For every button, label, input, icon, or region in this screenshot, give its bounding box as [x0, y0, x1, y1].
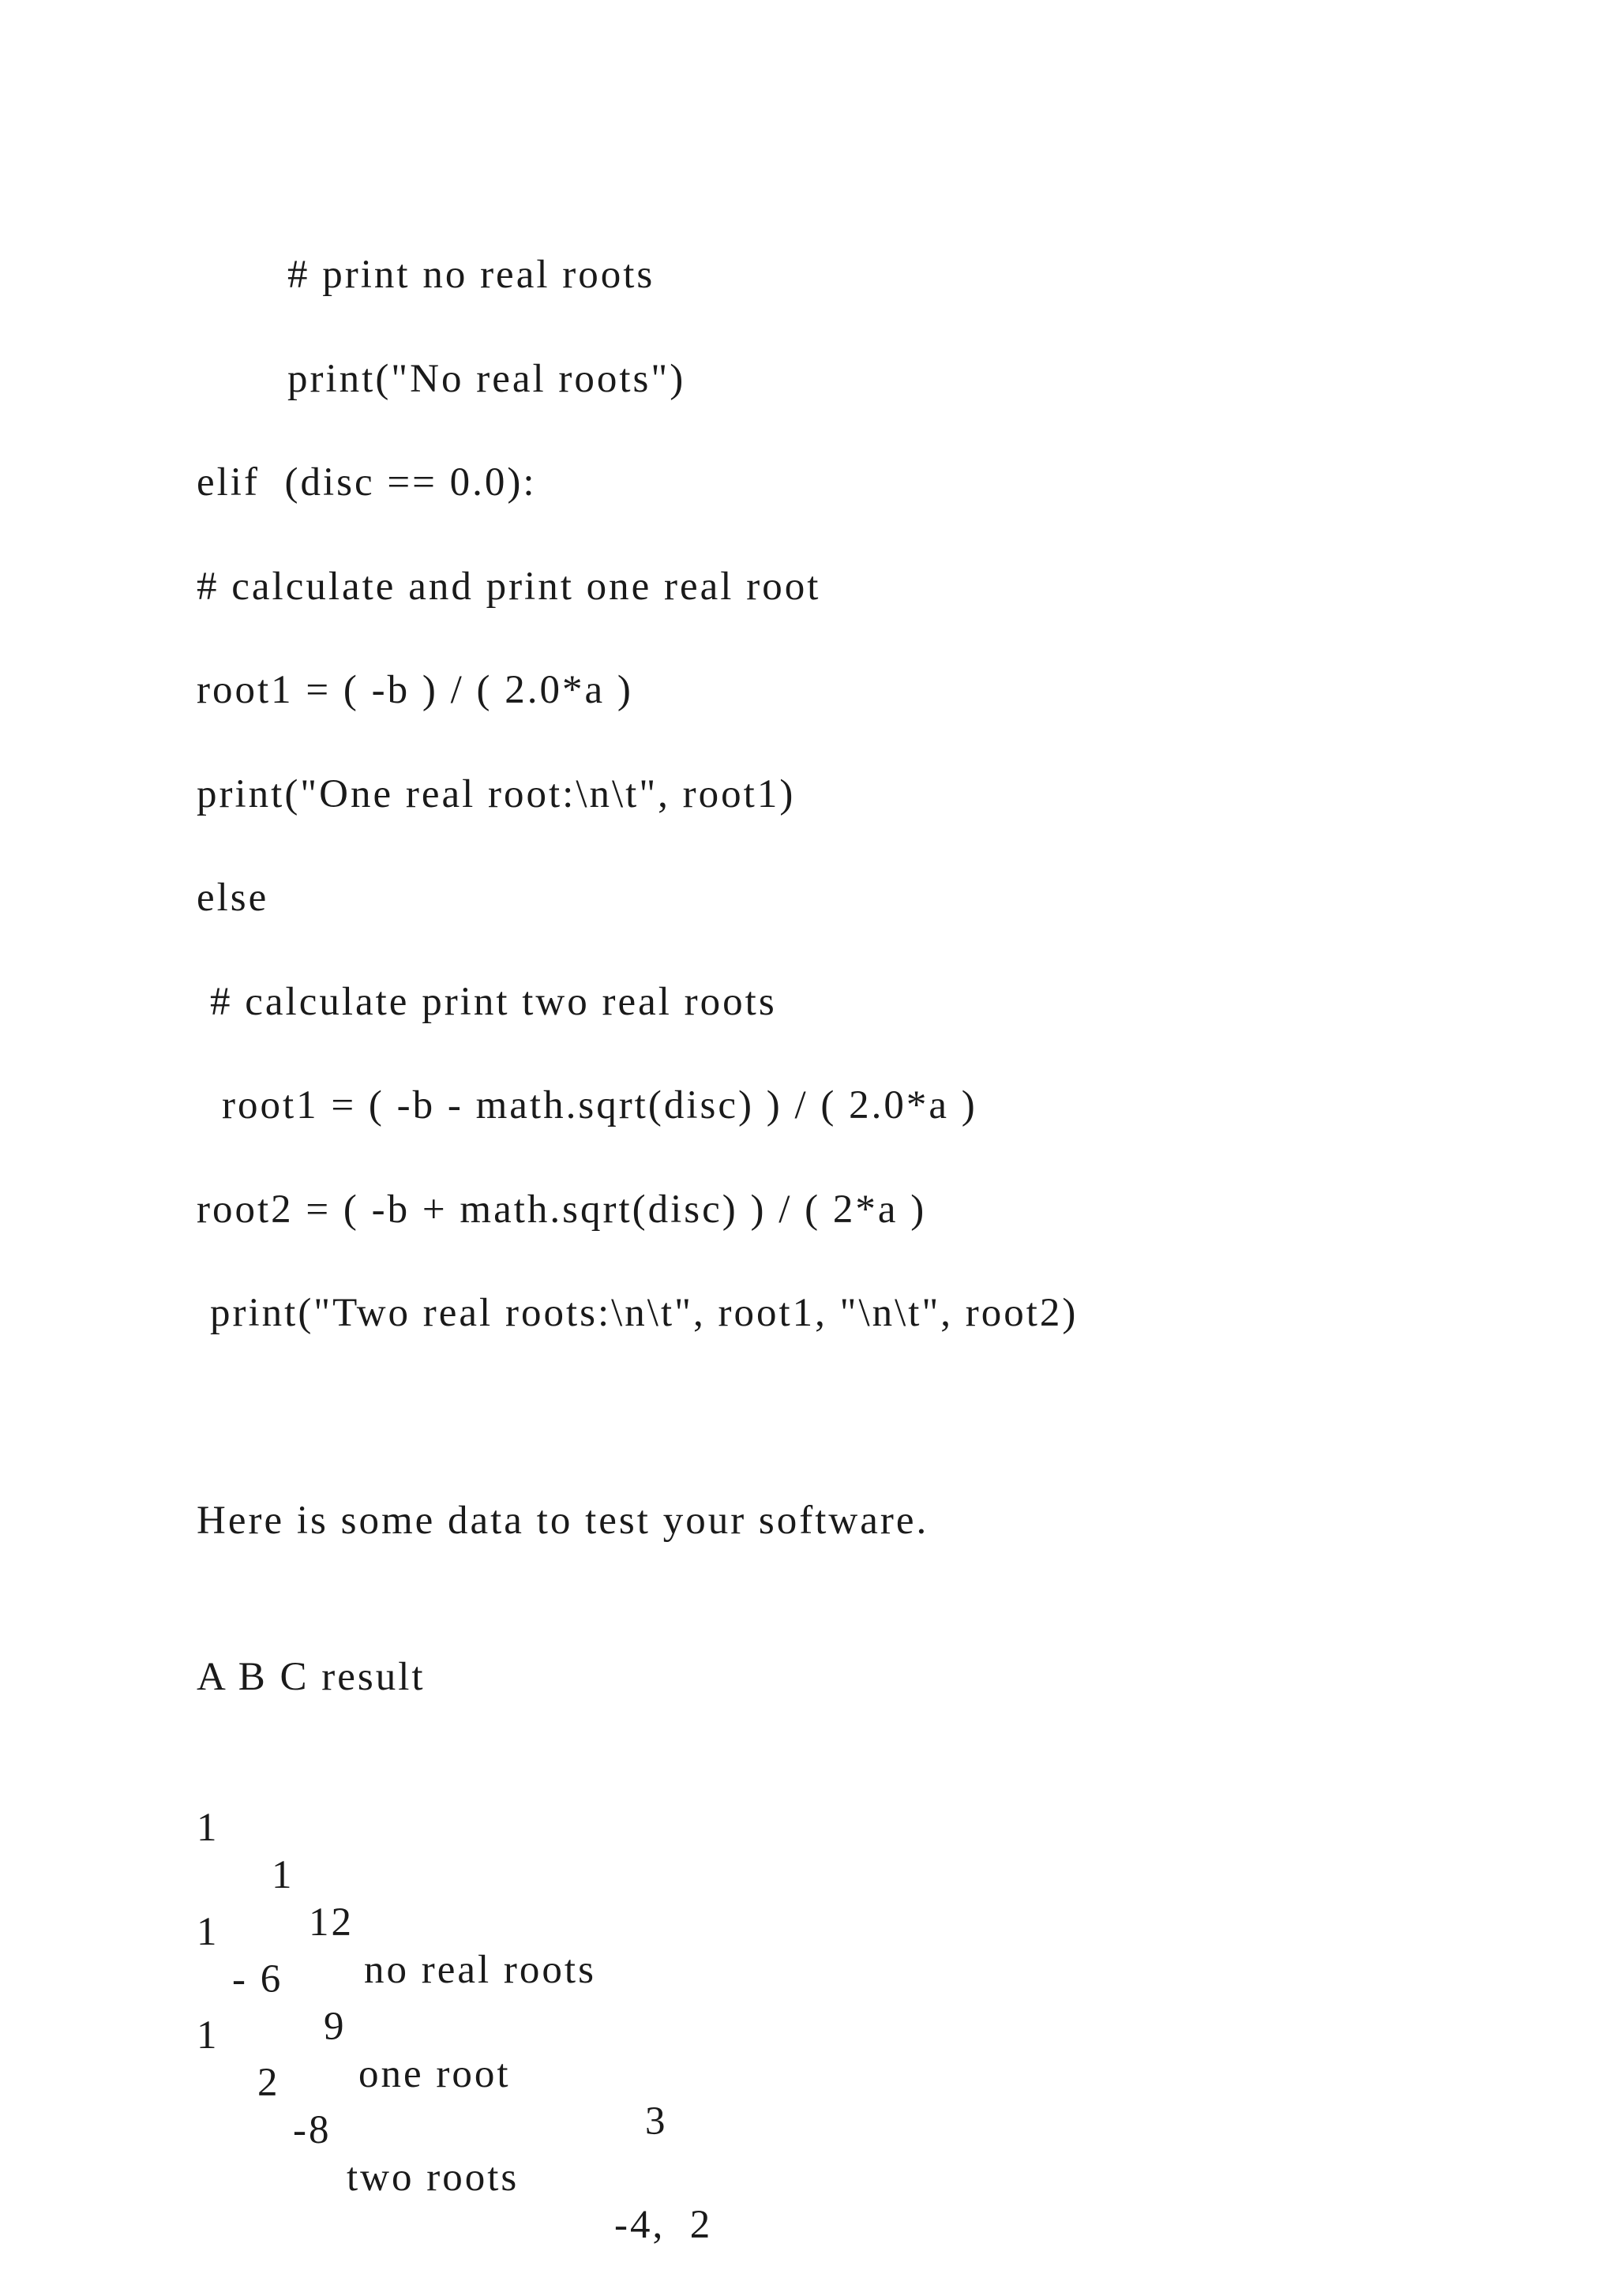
cell-result: two roots	[347, 2155, 520, 2200]
code-comment-one-root: # calculate and print one real root	[197, 565, 821, 609]
code-root1-two: root1 = ( -b - math.sqrt(disc) ) / ( 2.0*a )	[222, 1083, 977, 1127]
cell-value: -4, 2	[614, 2203, 713, 2247]
code-root2-two: root2 = ( -b + math.sqrt(disc) ) / ( 2*a )	[197, 1187, 927, 1232]
code-else-line: else	[197, 876, 269, 920]
cell-b: 1	[272, 1853, 295, 1897]
cell-a: 1	[197, 1910, 219, 1954]
code-comment-no-roots: # print no real roots	[287, 253, 655, 297]
table-header: A B C result	[197, 1655, 426, 1699]
cell-b: 2	[257, 2061, 280, 2105]
cell-c: 12	[309, 1900, 354, 1945]
cell-value: 3	[645, 2099, 668, 2144]
code-root1-one: root1 = ( -b ) / ( 2.0*a )	[197, 668, 633, 712]
intro-text: Here is some data to test your software.	[197, 1499, 929, 1543]
cell-a: 1	[197, 2013, 219, 2058]
code-print-two-roots: print("Two real roots:\n\t", root1, "\n\t", root2)	[210, 1291, 1079, 1335]
table-row	[197, 1757, 1460, 1992]
cell-c: -8	[293, 2108, 332, 2152]
cell-result: no real roots	[364, 1948, 596, 1992]
cell-c: 9	[324, 2005, 347, 2049]
code-elif-line: elif (disc == 0.0):	[197, 460, 537, 505]
code-print-one-root: print("One real root:\n\t", root1)	[197, 772, 796, 816]
cell-result: one root	[358, 2052, 511, 2096]
code-print-no-roots: print("No real roots")	[287, 357, 686, 401]
cell-b: - 6	[232, 1957, 283, 2001]
code-comment-two-roots: # calculate print two real roots	[210, 980, 777, 1024]
cell-a: 1	[197, 1806, 219, 1850]
